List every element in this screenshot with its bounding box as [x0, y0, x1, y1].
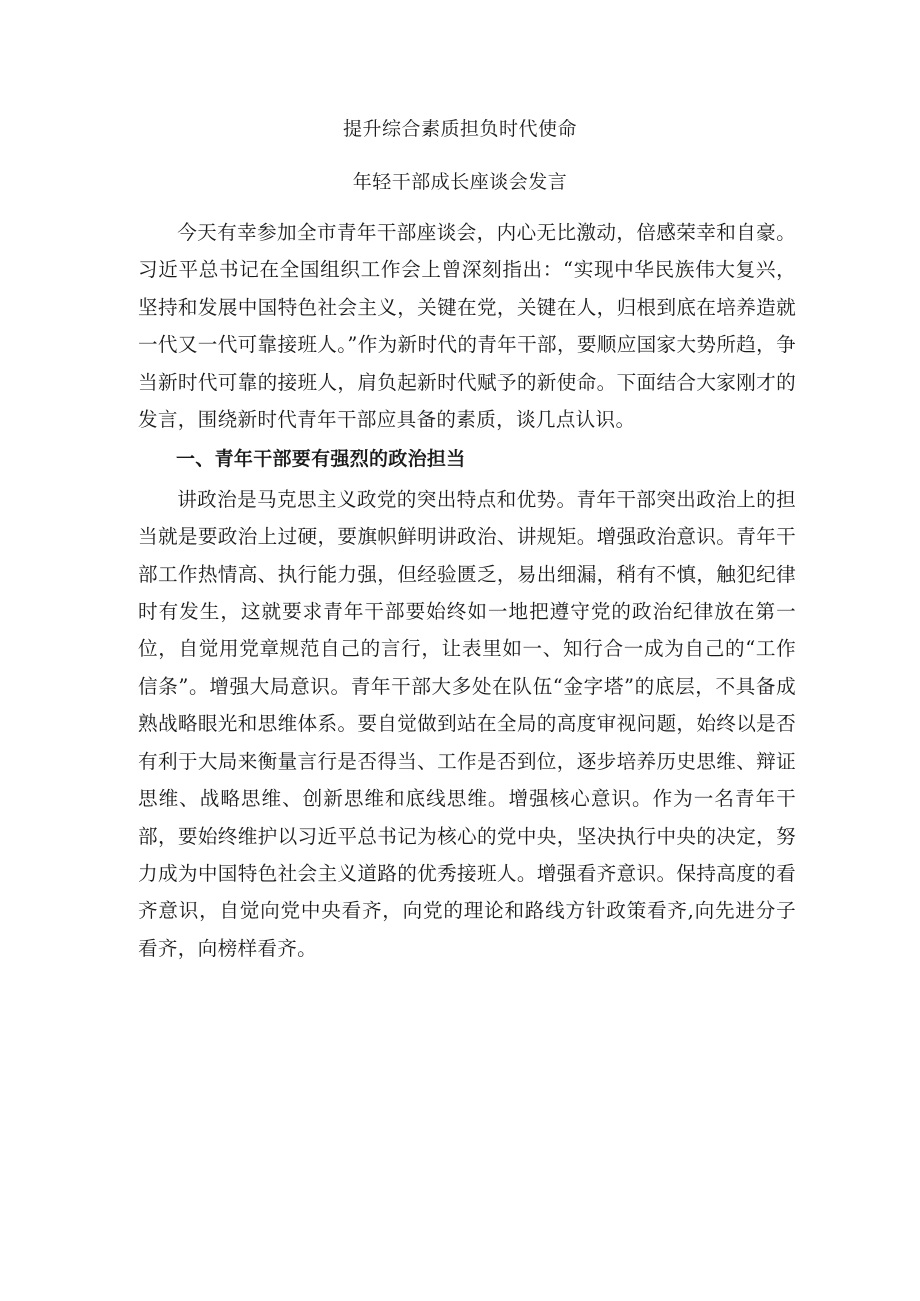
document-subtitle: 年轻干部成长座谈会发言 [352, 171, 568, 193]
document-body [138, 214, 796, 967]
section-heading: 一、青年干部要有强烈的政治担当 [176, 448, 466, 471]
document-title: 提升综合素质担负时代使命 [342, 118, 577, 140]
section-paragraph: 讲政治是马克思主义政党的突出特点和优势。青年干部突出政治上的担当就是要政治上过硬，要旗帜鲜明讲政治、讲规矩。增强政治意识。青年干部工作热情高、执行能力强，但经验匮乏，易出细漏，稍有不慎，触犯纪律时有发生，这就要求青年干部要始终如一地把遵守党的政治纪律放在第一位，自觉用党章规范自己的言行，让表里如一、知行合一成为自己的“工作信条”。增强大局意识。青年干部大多处在队伍“金字塔”的底层，不具备成熟战略眼光和思维体系。要自觉做到站在全局的高度审视问题，始终以是否有利于大局来衡量言行是否得当、工作是否到位，逐步培养历史思维、辩证思维、战略思维、创新思维和底线思维。增强核心意识。作为一名青年干部，要始终维护以习近平总书记为核心的党中央，坚决执行中央的决定，努力成为中国特色社会主义道路的优秀接班人。增强看齐意识。保持高度的看齐意识，自觉向党中央看齐，向党的理论和路线方针政策看齐,向先进分子看齐，向榜样看齐。 [138, 487, 796, 960]
intro-paragraph: 今天有幸参加全市青年干部座谈会，内心无比激动，倍感荣幸和自豪。习近平总书记在全国组织工作会上曾深刻指出：“实现中华民族伟大复兴，坚持和发展中国特色社会主义，关键在党，关键在人，归根到底在培养造就一代又一代可靠接班人。”作为新时代的青年干部，要顺应国家大势所趋，争当新时代可靠的接班人，肩负起新时代赋予的新使命。下面结合大家刚才的发言，围绕新时代青年干部应具备的素质，谈几点认识。 [138, 221, 796, 432]
